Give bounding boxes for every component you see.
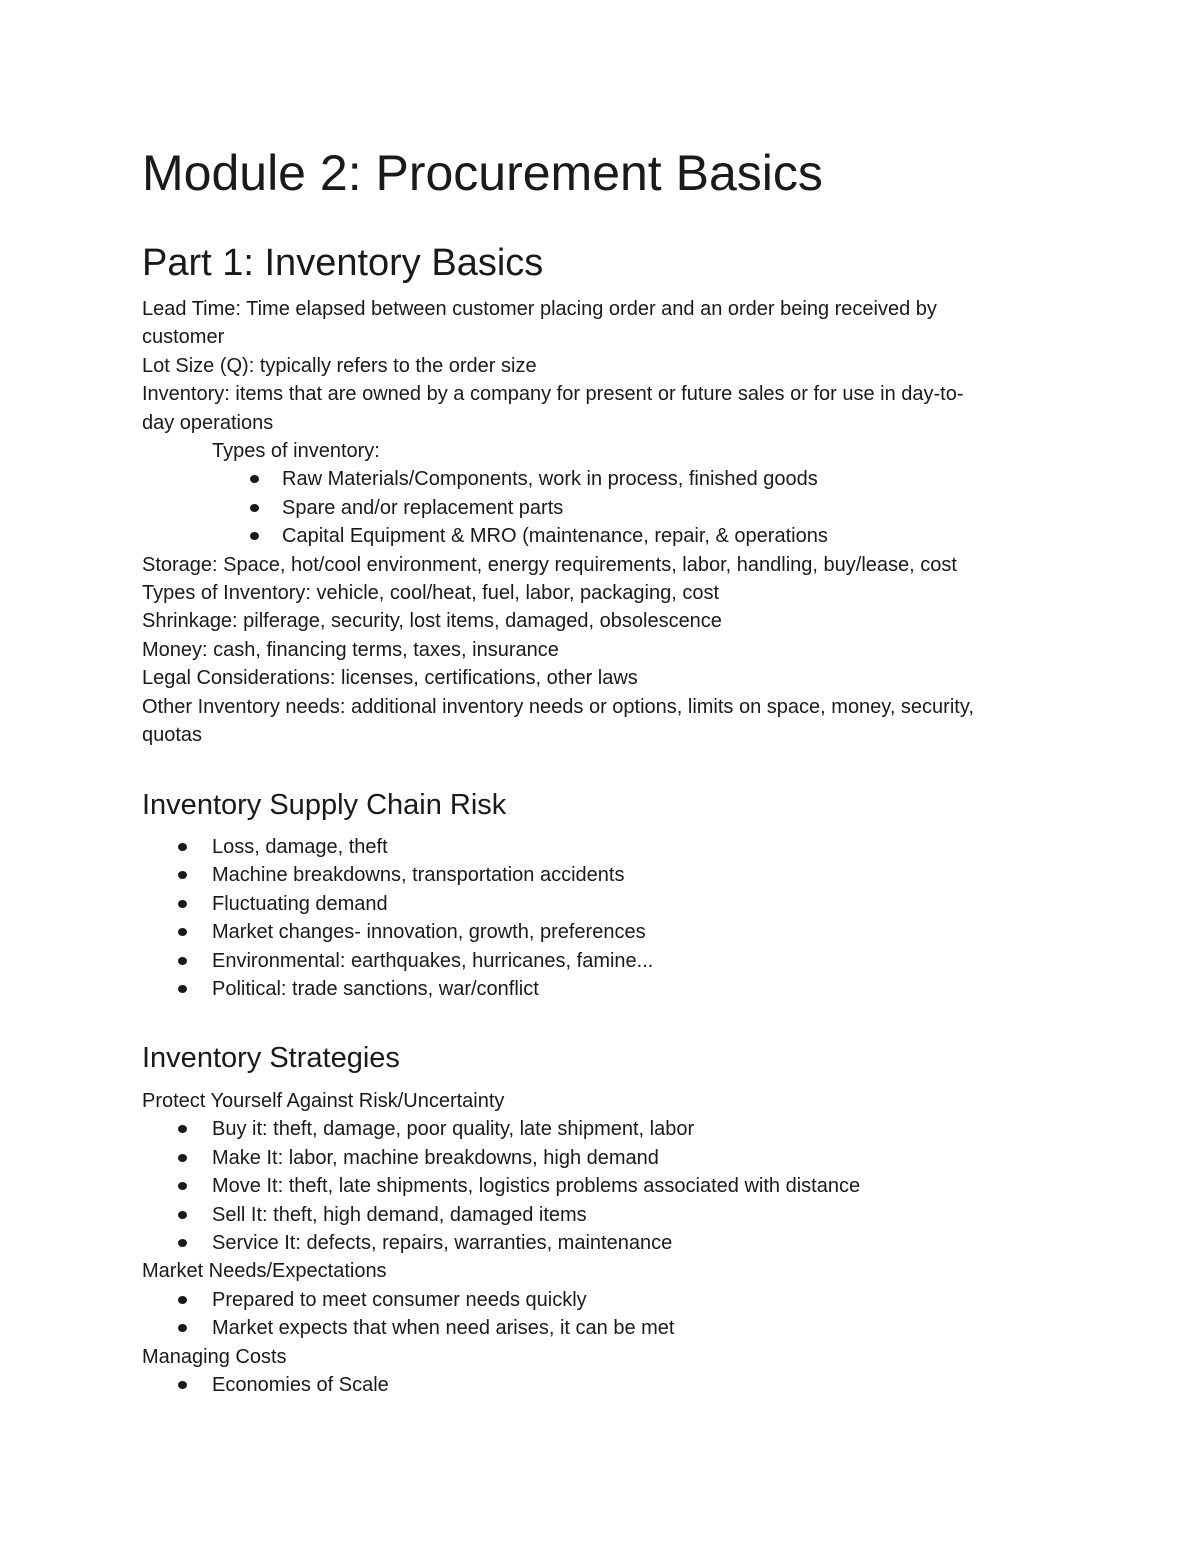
list-item <box>142 890 1062 918</box>
other-needs-line-2: quotas <box>142 724 203 747</box>
types-of-inventory-label: Types of inventory: <box>212 440 380 463</box>
part1-heading: Part 1: Inventory Basics <box>142 242 544 284</box>
strategies-body <box>142 1087 1062 1399</box>
protect-label: Protect Yourself Against Risk/Uncertainty <box>142 1090 505 1112</box>
money-line: Money: cash, financing terms, taxes, insurance <box>142 638 559 661</box>
shrinkage-line: Shrinkage: pilferage, security, lost items, damaged, obsolescence <box>142 610 722 633</box>
list-item-text: Buy it: theft, damage, poor quality, late shipment, labor <box>212 1118 695 1141</box>
bullet-icon <box>178 928 187 936</box>
document-title: Module 2: Procurement Basics <box>142 145 823 201</box>
list-item <box>142 975 1062 1003</box>
list-item-text: Prepared to meet consumer needs quickly <box>212 1288 587 1311</box>
protect-list <box>142 1115 1062 1257</box>
part1-body <box>142 295 1062 750</box>
bullet-icon <box>178 957 187 965</box>
lot-size-line: Lot Size (Q): typically refers to the order size <box>142 354 537 377</box>
list-item-text: Loss, damage, theft <box>212 836 388 858</box>
list-item-text: Machine breakdowns, transportation accidents <box>212 864 625 887</box>
list-item-text: Fluctuating demand <box>212 892 388 915</box>
bullet-icon <box>178 843 187 851</box>
list-item <box>142 1115 1062 1143</box>
list-item <box>142 1229 1062 1257</box>
bullet-icon <box>250 532 259 540</box>
bullet-icon <box>178 900 187 908</box>
list-item-text: Raw Materials/Components, work in process, finished goods <box>282 468 818 491</box>
lead-time-line-1: Lead Time: Time elapsed between customer placing order and an order being received by <box>142 298 937 320</box>
list-item-text: Political: trade sanctions, war/conflict <box>212 978 539 1001</box>
list-item <box>142 522 1062 550</box>
list-item <box>142 494 1062 522</box>
inventory-line-1: Inventory: items that are owned by a company for present or future sales or for use in day-to- <box>142 383 964 406</box>
list-item <box>142 1144 1062 1172</box>
list-item-text: Service It: defects, repairs, warranties, maintenance <box>212 1232 673 1255</box>
list-item-text: Economies of Scale <box>212 1374 389 1397</box>
bullet-icon <box>178 985 187 993</box>
costs-label: Managing Costs <box>142 1345 287 1368</box>
risk-heading: Inventory Supply Chain Risk <box>142 789 507 821</box>
bullet-icon <box>250 504 259 512</box>
list-item <box>142 465 1062 493</box>
list-item-text: Environmental: earthquakes, hurricanes, famine... <box>212 949 654 972</box>
list-item <box>142 1371 1062 1399</box>
list-item <box>142 1201 1062 1229</box>
list-item <box>142 947 1062 975</box>
storage-line: Storage: Space, hot/cool environment, energy requirements, labor, handling, buy/lease, cost <box>142 553 957 576</box>
list-item-text: Market changes- innovation, growth, preferences <box>212 921 646 944</box>
market-list <box>142 1286 1062 1343</box>
list-item <box>142 1172 1062 1200</box>
list-item <box>142 833 1062 861</box>
market-label: Market Needs/Expectations <box>142 1260 387 1283</box>
bullet-icon <box>178 1125 187 1133</box>
lead-time-line-2: customer <box>142 326 225 349</box>
list-item-text: Capital Equipment & MRO (maintenance, repair, & operations <box>282 525 828 548</box>
list-item-text: Spare and/or replacement parts <box>282 496 564 519</box>
bullet-icon <box>178 1211 187 1219</box>
risk-list <box>142 833 1062 1003</box>
inventory-types-list <box>142 465 1062 550</box>
list-item <box>142 1286 1062 1314</box>
list-item-text: Make It: labor, machine breakdowns, high demand <box>212 1146 659 1169</box>
list-item-text: Move It: theft, late shipments, logistics problems associated with distance <box>212 1175 861 1198</box>
inventory-line-2: day operations <box>142 411 274 434</box>
list-item-text: Sell It: theft, high demand, damaged items <box>212 1203 587 1226</box>
legal-line: Legal Considerations: licenses, certifications, other laws <box>142 667 638 690</box>
bullet-icon <box>178 1296 187 1304</box>
list-item <box>142 1314 1062 1342</box>
risk-body <box>142 833 1062 1003</box>
types-of-inventory-line: Types of Inventory: vehicle, cool/heat, fuel, labor, packaging, cost <box>142 582 720 605</box>
bullet-icon <box>250 475 259 483</box>
costs-list <box>142 1371 1062 1399</box>
list-item <box>142 861 1062 889</box>
bullet-icon <box>178 871 187 879</box>
bullet-icon <box>178 1182 187 1190</box>
strategies-heading: Inventory Strategies <box>142 1042 400 1074</box>
bullet-icon <box>178 1154 187 1162</box>
bullet-icon <box>178 1324 187 1332</box>
bullet-icon <box>178 1239 187 1247</box>
other-needs-line-1: Other Inventory needs: additional inventory needs or options, limits on space, money, security, <box>142 695 974 718</box>
list-item-text: Market expects that when need arises, it can be met <box>212 1317 675 1340</box>
list-item <box>142 918 1062 946</box>
bullet-icon <box>178 1381 187 1389</box>
